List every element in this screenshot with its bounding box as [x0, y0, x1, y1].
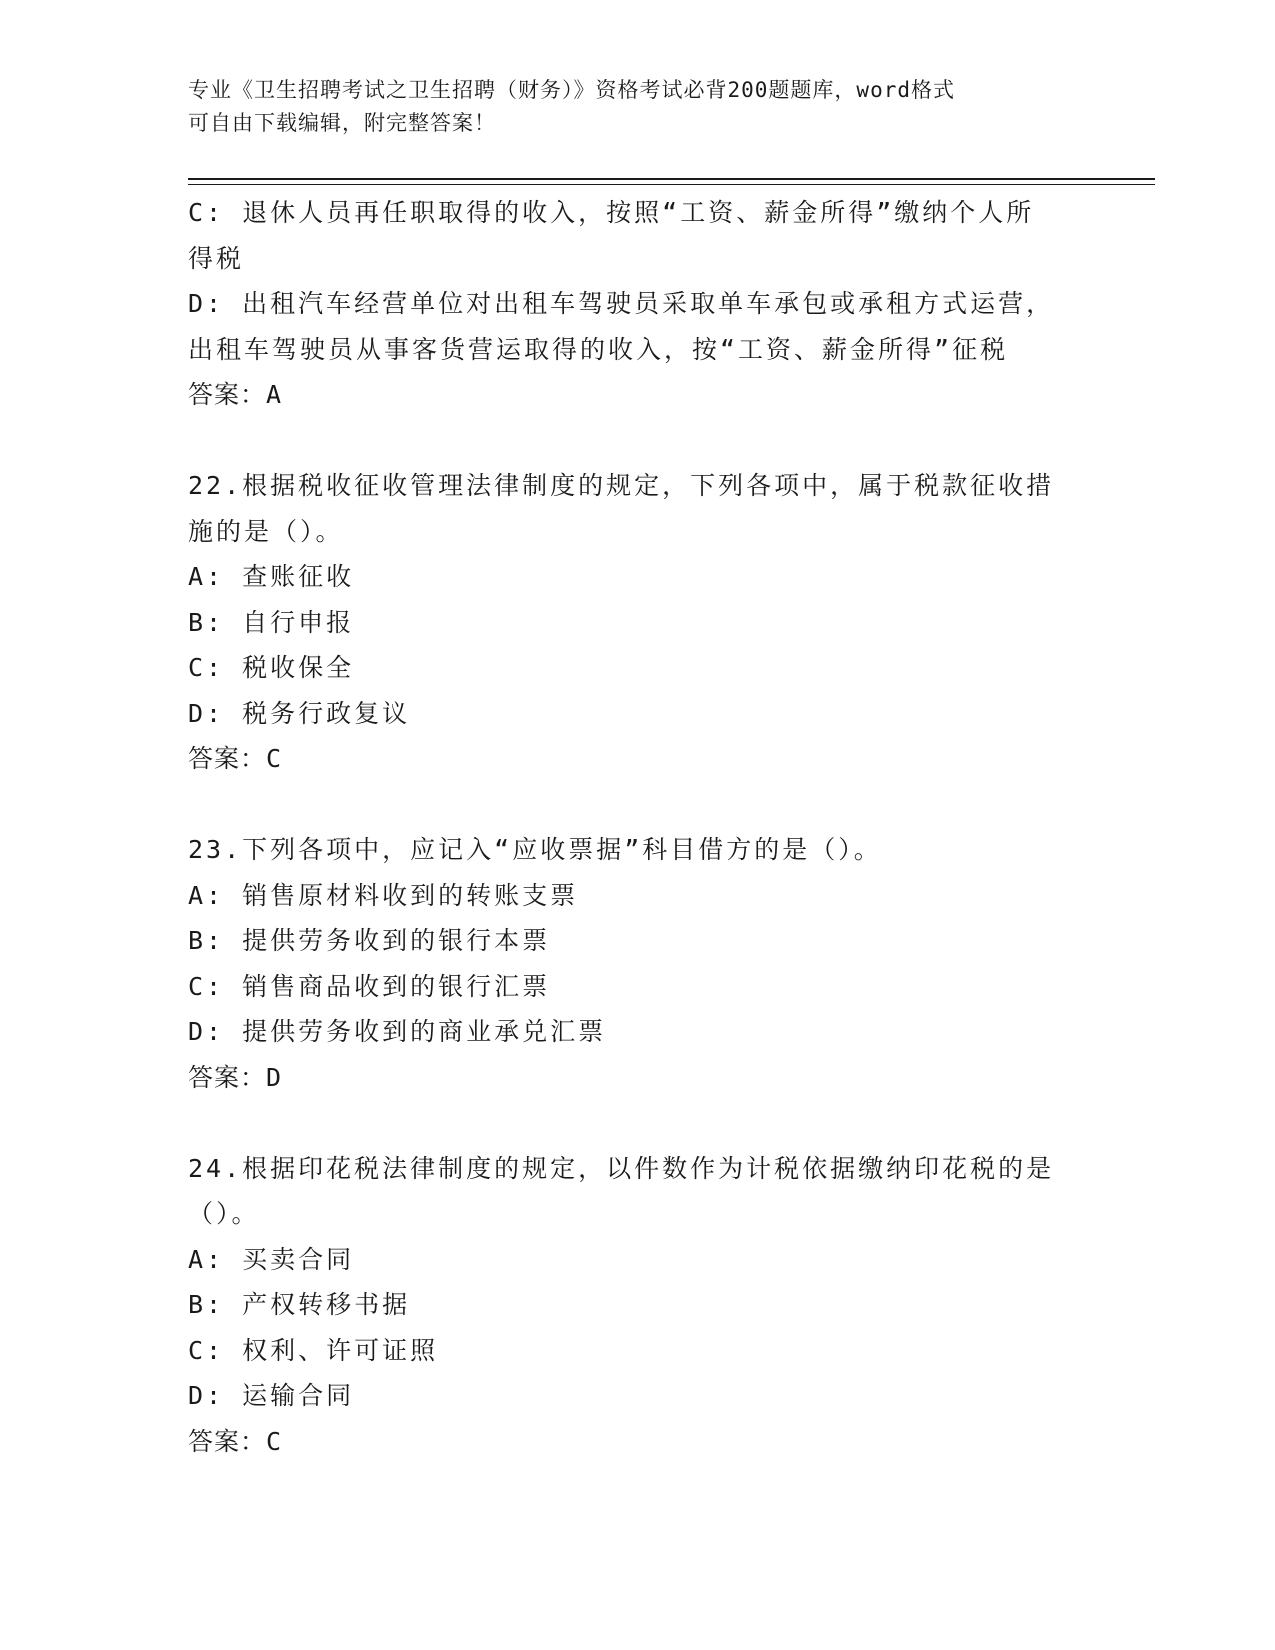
header-title-line-1: 专业《卫生招聘考试之卫生招聘（财务）》资格考试必背200题题库，word格式 — [188, 78, 955, 102]
option-b: B: 提供劳务收到的银行本票 — [188, 926, 551, 955]
question-22 — [188, 463, 1088, 782]
header-divider-thin — [188, 184, 1155, 185]
question-stem-line-1: 22.根据税收征收管理法律制度的规定，下列各项中，属于税款征收措 — [188, 471, 1055, 500]
answer-label: 答案： — [188, 744, 267, 773]
answer-value: A — [266, 380, 285, 409]
option-b: B: 产权转移书据 — [188, 1290, 411, 1319]
option-d: D: 提供劳务收到的商业承兑汇票 — [188, 1017, 607, 1046]
option-d: D: 税务行政复议 — [188, 698, 411, 728]
answer-label: 答案： — [188, 1426, 267, 1456]
answer-line — [188, 372, 1088, 418]
answer-label: 答案： — [188, 1062, 267, 1092]
option-c-line-1: C: 退休人员再任职取得的收入，按照“工资、薪金所得”缴纳个人所 — [188, 198, 1035, 227]
answer-label: 答案： — [188, 380, 267, 409]
spacer — [188, 1100, 1088, 1146]
previous-question-tail — [188, 190, 1088, 418]
option-d-line-1: D: 出租汽车经营单位对出租车驾驶员采取单车承包或承租方式运营， — [188, 289, 1055, 318]
answer-line — [188, 736, 1088, 782]
option-d: D: 运输合同 — [188, 1381, 355, 1410]
option-c-line-2: 得税 — [188, 243, 245, 273]
question-stem-line-2: 施的是（）。 — [188, 516, 344, 546]
spacer — [188, 418, 1088, 464]
question-stem-line-1: 24.根据印花税法律制度的规定，以件数作为计税依据缴纳印花税的是 — [188, 1153, 1055, 1183]
header-title-line-2: 可自由下载编辑，附完整答案！ — [188, 111, 496, 135]
spacer — [188, 782, 1088, 828]
question-stem-line-1: 23.下列各项中，应记入“应收票据”科目借方的是（）。 — [188, 835, 882, 864]
option-a: A: 查账征收 — [188, 562, 355, 591]
answer-value: C — [266, 1426, 285, 1456]
option-d-line-2: 出租车驾驶员从事客货营运取得的收入，按“工资、薪金所得”征税 — [188, 334, 1009, 364]
question-stem-line-2: （）。 — [188, 1199, 260, 1228]
answer-line — [188, 1055, 1088, 1101]
question-content — [188, 190, 1088, 1464]
header-divider-thick — [188, 178, 1155, 180]
question-23 — [188, 827, 1088, 1100]
question-24 — [188, 1146, 1088, 1465]
option-b: B: 自行申报 — [188, 607, 355, 637]
option-a: A: 买卖合同 — [188, 1244, 355, 1274]
answer-value: C — [266, 744, 285, 773]
option-c: C: 权利、许可证照 — [188, 1335, 439, 1365]
document-header — [188, 74, 1068, 140]
option-a: A: 销售原材料收到的转账支票 — [188, 880, 579, 910]
option-c: C: 税收保全 — [188, 653, 355, 682]
option-c: C: 销售商品收到的银行汇票 — [188, 971, 551, 1001]
answer-line — [188, 1419, 1088, 1465]
answer-value: D — [266, 1062, 285, 1092]
